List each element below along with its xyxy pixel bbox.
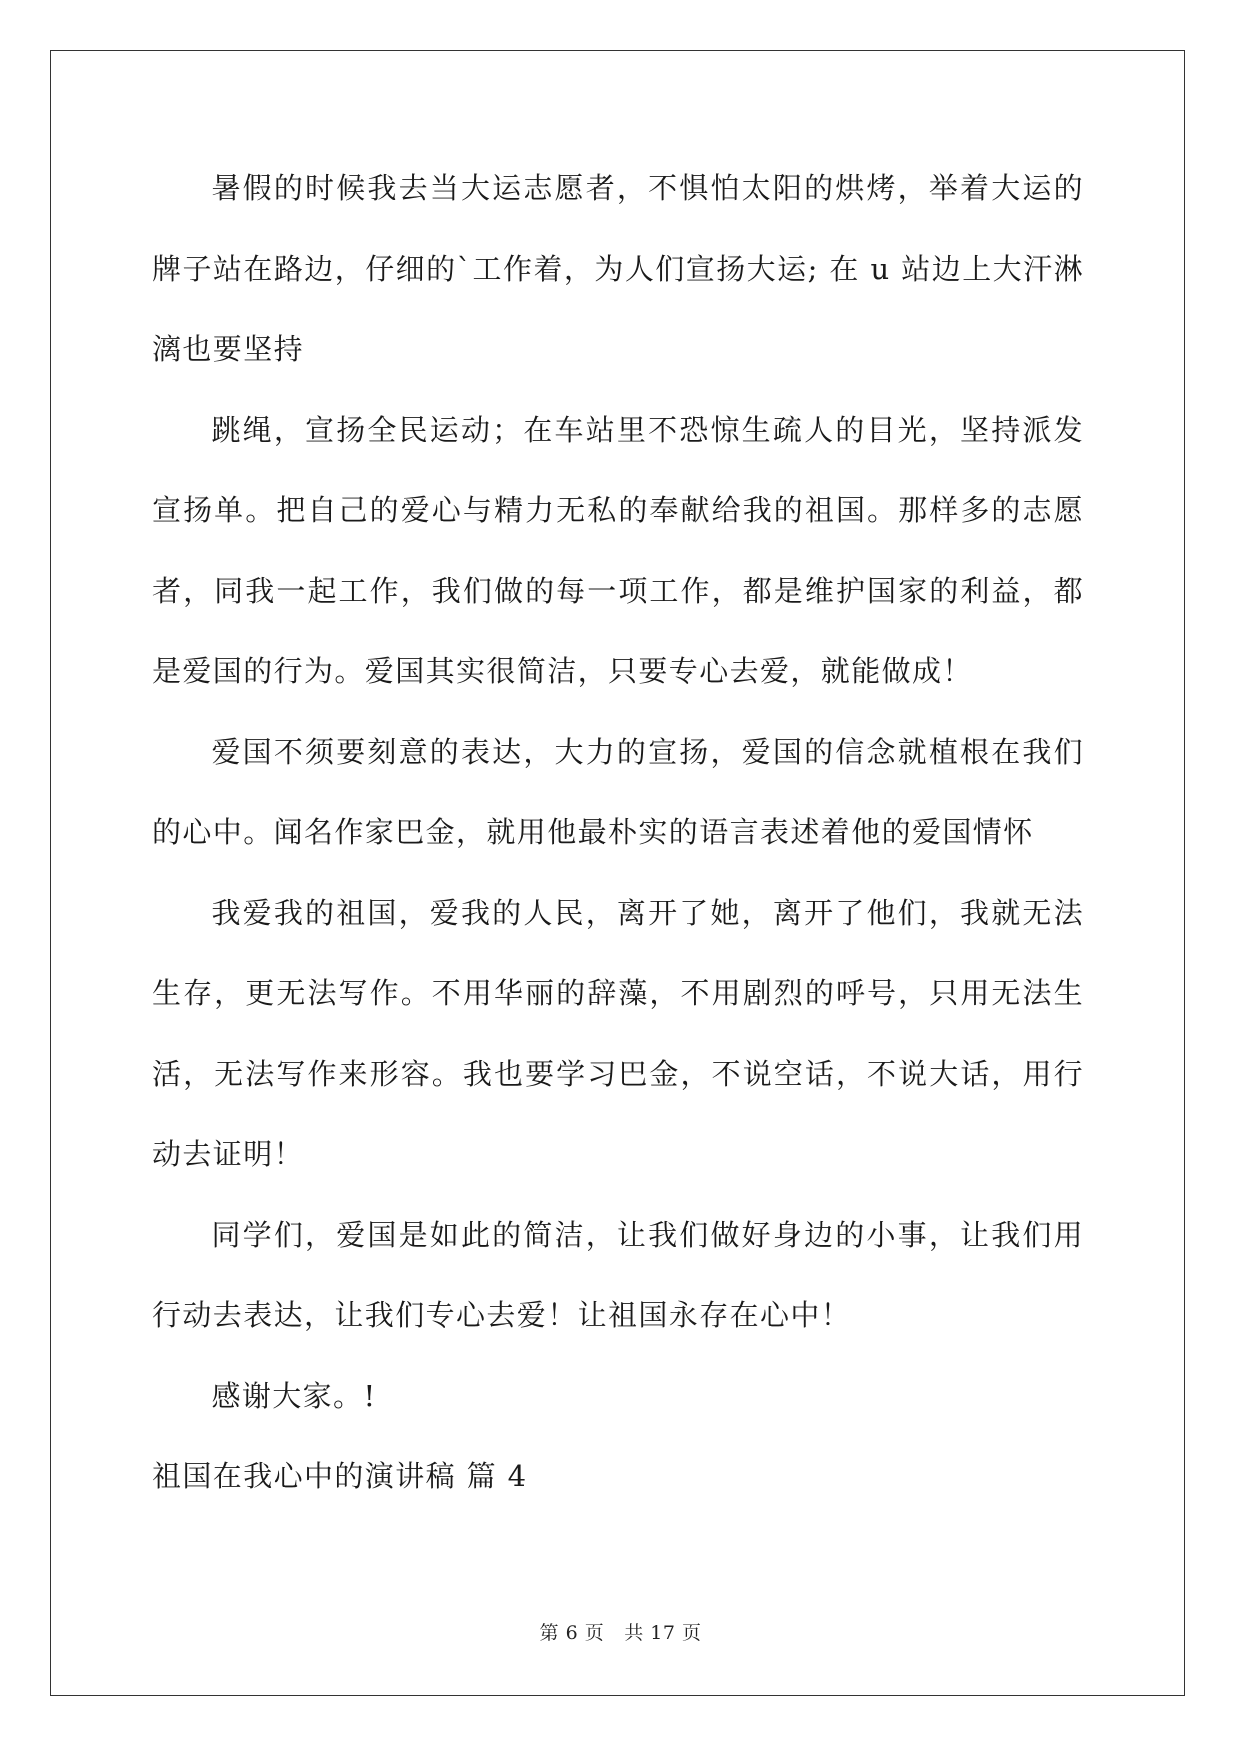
- paragraph-1: 暑假的时候我去当大运志愿者，不惧怕太阳的烘烤，举着大运的牌子站在路边，仔细的`工作着，为人们宣扬大运; 在 u 站边上大汗淋漓也要坚持: [152, 171, 1084, 366]
- paragraph-4: 我爱我的祖国，爱我的人民，离开了她，离开了他们，我就无法生存，更无法写作。不用华丽的辞藻，不用剧烈的呼号，只用无法生活，无法写作来形容。我也要学习巴金，不说空话，不说大话，用行动去证明！: [152, 895, 1084, 1171]
- paragraph-3: 爱国不须要刻意的表达，大力的宣扬，爱国的信念就植根在我们的心中。闻名作家巴金，就用他最朴实的语言表述着他的爱国情怀: [152, 734, 1084, 849]
- current-page-label: 第 6 页: [539, 1622, 605, 1644]
- paragraph-2: 跳绳，宣扬全民运动；在车站里不恐惊生疏人的目光，坚持派发宣扬单。把自己的爱心与精力无私的奉献给我的祖国。那样多的志愿者，同我一起工作，我们做的每一项工作，都是维护国家的利益，都是爱国的行为。爱国其实很简洁，只要专心去爱，就能做成！: [152, 412, 1084, 688]
- document-body: [152, 148, 1084, 1517]
- page-footer: [0, 1618, 1241, 1645]
- paragraph-5: 同学们，爱国是如此的简洁，让我们做好身边的小事，让我们用行动去表达，让我们专心去爱！让祖国永存在心中！: [152, 1217, 1084, 1332]
- paragraph-6: 感谢大家。!: [211, 1378, 377, 1413]
- total-pages-label: 共 17 页: [624, 1622, 702, 1644]
- section-heading: 祖国在我心中的演讲稿 篇 4: [152, 1459, 528, 1493]
